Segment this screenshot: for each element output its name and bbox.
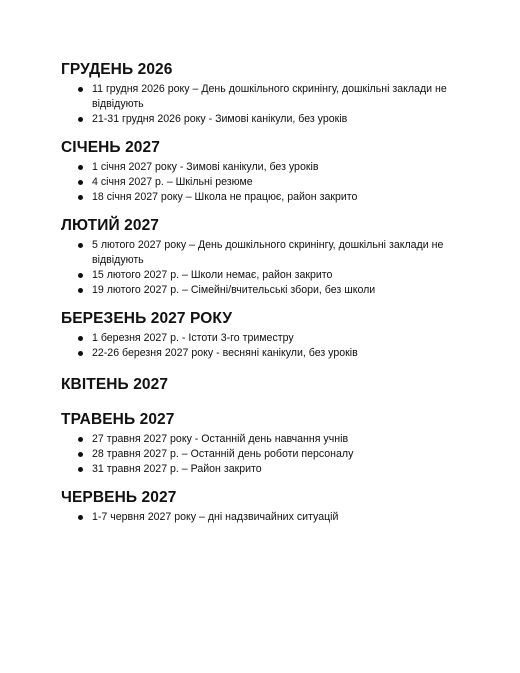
bullet-icon: [78, 288, 83, 293]
month-title: СІЧЕНЬ 2027: [61, 139, 160, 156]
bullet-icon: [78, 467, 83, 472]
event-item: [61, 82, 481, 112]
event-text: 15 лютого 2027 р. – Школи немає, район закрито: [92, 269, 333, 281]
event-item: [61, 238, 481, 268]
month-title: КВІТЕНЬ 2027: [61, 376, 169, 393]
event-text: 19 лютого 2027 р. – Сімейні/вчительські збори, без школи: [92, 284, 376, 296]
event-text: 21-31 грудня 2026 року - Зимові канікули, без уроків: [92, 113, 348, 125]
bullet-icon: [78, 452, 83, 457]
bullet-icon: [78, 273, 83, 278]
month-section: [61, 59, 481, 127]
bullet-icon: [78, 515, 83, 520]
event-text: 1 березня 2027 р. - Істоти 3-го триместру: [92, 332, 294, 344]
month-section: [61, 308, 481, 361]
event-list: [61, 432, 481, 477]
month-section: [61, 487, 481, 525]
bullet-icon: [78, 117, 83, 122]
event-item: [61, 447, 481, 462]
month-title: ТРАВЕНЬ 2027: [61, 411, 175, 428]
event-text: 27 травня 2027 року - Останній день навчання учнів: [92, 433, 349, 445]
event-list: [61, 238, 481, 298]
month-title: ЛЮТИЙ 2027: [61, 217, 160, 234]
event-text: 11 грудня 2026 року – День дошкільного скринінгу, дошкільні заклади не відвідують: [92, 83, 447, 110]
event-item: [61, 112, 481, 127]
event-item: [61, 510, 481, 525]
event-text: 22-26 березня 2027 року - весняні канікули, без уроків: [92, 347, 358, 359]
event-text: 18 січня 2027 року – Школа не працює, район закрито: [92, 191, 358, 203]
event-item: [61, 283, 481, 298]
month-section: [61, 409, 481, 477]
event-list: [61, 82, 481, 127]
month-title: БЕРЕЗЕНЬ 2027 РОКУ: [61, 310, 233, 327]
event-text: 1 січня 2027 року - Зимові канікули, без уроків: [92, 161, 319, 173]
event-item: [61, 175, 481, 190]
event-text: 5 лютого 2027 року – День дошкільного скринінгу, дошкільні заклади не відвідують: [92, 239, 444, 266]
event-list: [61, 160, 481, 205]
month-section: [61, 215, 481, 298]
month-title: ЧЕРВЕНЬ 2027: [61, 489, 177, 506]
event-item: [61, 432, 481, 447]
event-text: 4 січня 2027 р. – Шкільні резюме: [92, 176, 253, 188]
bullet-icon: [78, 243, 83, 248]
bullet-icon: [78, 336, 83, 341]
event-item: [61, 268, 481, 283]
bullet-icon: [78, 351, 83, 356]
bullet-icon: [78, 437, 83, 442]
event-text: 31 травня 2027 р. – Район закрито: [92, 463, 262, 475]
event-item: [61, 462, 481, 477]
calendar-content: [61, 59, 481, 525]
event-item: [61, 331, 481, 346]
month-section: [61, 374, 481, 396]
bullet-icon: [78, 195, 83, 200]
month-title: ГРУДЕНЬ 2026: [61, 61, 173, 78]
event-list: [61, 331, 481, 361]
bullet-icon: [78, 87, 83, 92]
event-text: 1-7 червня 2027 року – дні надзвичайних ситуацій: [92, 511, 339, 523]
bullet-icon: [78, 165, 83, 170]
event-item: [61, 190, 481, 205]
event-item: [61, 346, 481, 361]
month-section: [61, 137, 481, 205]
event-text: 28 травня 2027 р. – Останній день роботи персоналу: [92, 448, 354, 460]
bullet-icon: [78, 180, 83, 185]
event-item: [61, 160, 481, 175]
event-list: [61, 510, 481, 525]
